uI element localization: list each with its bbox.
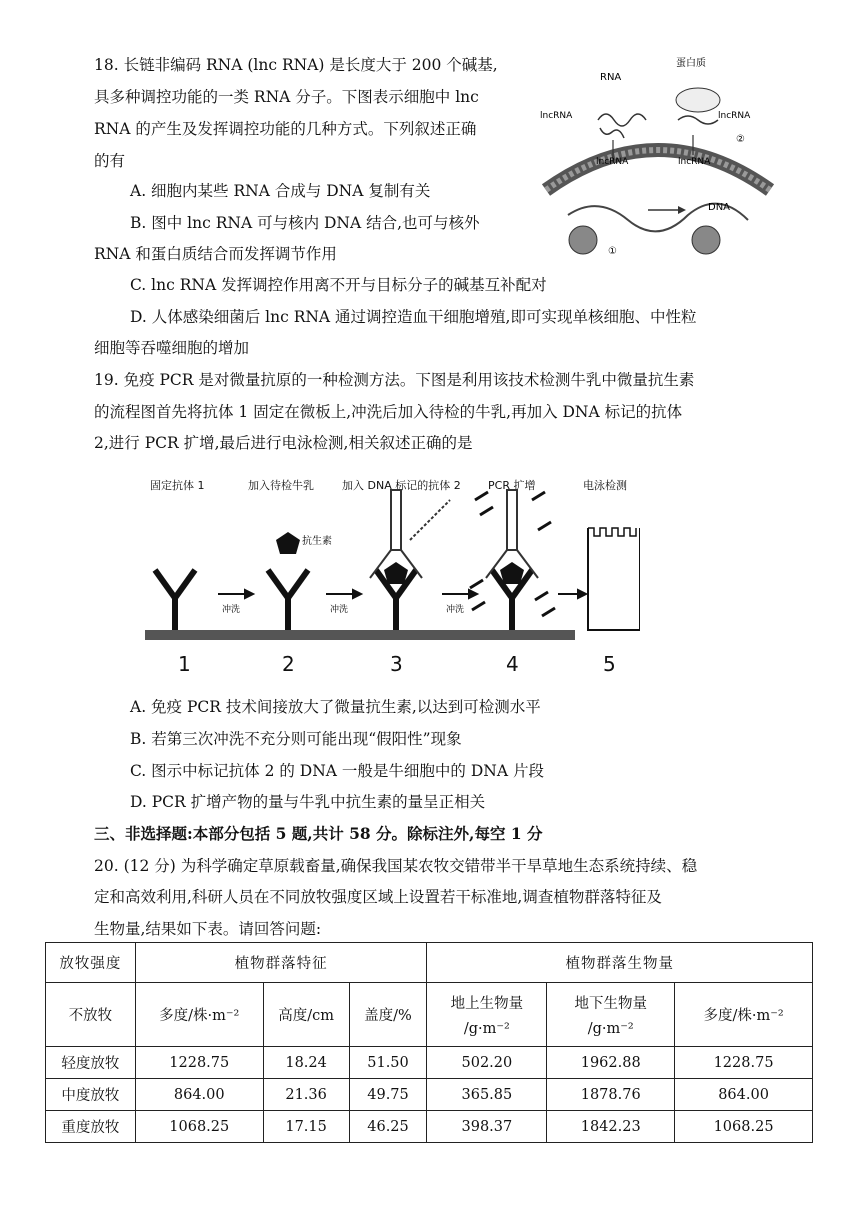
subheader-no-grazing: 不放牧 [46,983,136,1047]
label-protein: 蛋白质 [676,58,706,69]
step-label-4: PCR 扩增 [488,479,536,492]
subheader-abundance: 多度/株·m⁻² [135,983,263,1047]
header-intensity: 放牧强度 [46,943,136,983]
subheader-height: 高度/cm [263,983,349,1047]
protein-shape [676,88,720,112]
q18-line-1: 18. 长链非编码 RNA (lnc RNA) 是长度大于 200 个碱基, [94,56,498,74]
q19-option-b: B. 若第三次冲洗不充分则可能出现“假阳性”现象 [130,730,462,748]
label-marker-2: ② [736,134,745,145]
q18-option-d-1: D. 人体感染细菌后 lnc RNA 通过调控造血干细胞增殖,即可实现单核细胞、中性粒 [130,308,697,326]
nucleosome-1 [569,226,597,254]
step-number-1: 1 [178,652,191,676]
table-cell: 21.36 [263,1079,349,1111]
table-cell: 17.15 [263,1111,349,1143]
table-row [46,1079,813,1111]
step-label-1: 固定抗体 1 [150,479,205,492]
table-cell: 502.20 [427,1047,547,1079]
table-cell: 1228.75 [135,1047,263,1079]
microplate-base [145,630,575,640]
aboveground-unit: /g·m⁻² [463,1021,510,1037]
table-row [46,1047,813,1079]
table-cell: 1962.88 [547,1047,675,1079]
q18-option-c: C. lnc RNA 发挥调控作用离不开与目标分子的碱基互补配对 [130,276,547,294]
q18-line-3: RNA 的产生及发挥调控功能的几种方式。下列叙述正确 [94,120,477,138]
table-cell: 49.75 [349,1079,427,1111]
grazing-data-table [45,942,813,1143]
q19-option-a: A. 免疫 PCR 技术间接放大了微量抗生素,以达到可检测水平 [130,698,541,716]
label-rna: RNA [600,72,622,83]
q19-option-d: D. PCR 扩增产物的量与牛乳中抗生素的量呈正相关 [130,793,486,811]
label-marker-1: ① [608,246,617,257]
subheader-belowground [547,983,675,1047]
q20-line-3: 生物量,结果如下表。请回答问题: [94,920,322,938]
subheader-aboveground [427,983,547,1047]
belowground-unit: /g·m⁻² [587,1021,634,1037]
nucleosome-2 [692,226,720,254]
step-number-5: 5 [603,652,616,676]
label-lncrna-1: lncRNA [540,111,573,121]
table-cell: 864.00 [135,1079,263,1111]
table-cell: 365.85 [427,1079,547,1111]
nuclear-envelope [546,150,770,190]
q18-line-2: 具多种调控功能的一类 RNA 分子。下图表示细胞中 lnc [94,88,479,106]
antibiotic-shape [276,532,300,554]
q18-option-b-1: B. 图中 lnc RNA 可与核内 DNA 结合,也可与核外 [130,214,480,232]
table-cell: 51.50 [349,1047,427,1079]
header-community-biomass: 植物群落生物量 [427,943,813,983]
q19-line-3: 2,进行 PCR 扩增,最后进行电泳检测,相关叙述正确的是 [94,434,473,452]
row-label: 中度放牧 [46,1079,136,1111]
q18-option-a: A. 细胞内某些 RNA 合成与 DNA 复制有关 [130,182,431,200]
table-cell: 398.37 [427,1111,547,1143]
section-heading: 三、非选择题:本部分包括 5 题,共计 58 分。除标注外,每空 1 分 [94,824,543,843]
label-lncrna-2: lncRNA [718,111,751,121]
q19-line-1: 19. 免疫 PCR 是对微量抗原的一种检测方法。下图是利用该技术检测牛乳中微量抗生素 [94,371,695,389]
table-cell: 1068.25 [675,1111,813,1143]
table-cell: 1878.76 [547,1079,675,1111]
step-label-3: 加入 DNA 标记的抗体 2 [342,479,461,492]
belowground-label: 地下生物量 [574,996,647,1012]
wash-label-2: 冲洗 [330,605,349,615]
q20-line-1: 20. (12 分) 为科学确定草原载畜量,确保我国某农牧交错带半干旱草地生态系统持续、稳 [94,857,698,875]
step-label-5: 电泳检测 [583,479,627,492]
label-dna: DNA [708,202,731,213]
step-label-2: 加入待检牛乳 [248,479,314,492]
q18-line-4: 的有 [94,152,126,170]
table-cell: 1068.25 [135,1111,263,1143]
label-lncrna-3: lncRNA [596,157,629,167]
label-lncrna-4: lncRNA [678,157,711,167]
q20-line-2: 定和高效利用,科研人员在不同放牧强度区域上设置若干标准地,调查植物群落特征及 [94,888,662,906]
table-cell: 864.00 [675,1079,813,1111]
wash-label-1: 冲洗 [222,605,241,615]
q19-option-c: C. 图示中标记抗体 2 的 DNA 一般是牛细胞中的 DNA 片段 [130,762,544,780]
q19-line-2: 的流程图首先将抗体 1 固定在微板上,冲洗后加入待检的牛乳,再加入 DNA 标记的抗体 [94,403,683,421]
header-community-features: 植物群落特征 [135,943,427,983]
table-row [46,1111,813,1143]
row-label: 轻度放牧 [46,1047,136,1079]
subheader-coverage: 盖度/% [349,983,427,1047]
table-cell: 1228.75 [675,1047,813,1079]
antibody-2 [370,490,450,578]
lncrna-figure [538,50,778,265]
step-number-2: 2 [282,652,295,676]
label-antibiotic: 抗生素 [302,536,332,547]
step-number-3: 3 [390,652,403,676]
aboveground-label: 地上生物量 [450,996,524,1012]
antibody-1 [155,570,195,630]
table-cell: 46.25 [349,1111,427,1143]
row-label: 重度放牧 [46,1111,136,1143]
electrophoresis-gel [588,528,640,630]
table-cell: 1842.23 [547,1111,675,1143]
step-number-4: 4 [506,652,519,676]
q18-option-d-2: 细胞等吞噬细胞的增加 [94,339,250,357]
q18-option-b-2: RNA 和蛋白质结合而发挥调节作用 [94,245,337,263]
wash-label-3: 冲洗 [446,605,465,615]
subheader-abundance-2: 多度/株·m⁻² [675,983,813,1047]
rna-strand [598,114,646,126]
table-cell: 18.24 [263,1047,349,1079]
